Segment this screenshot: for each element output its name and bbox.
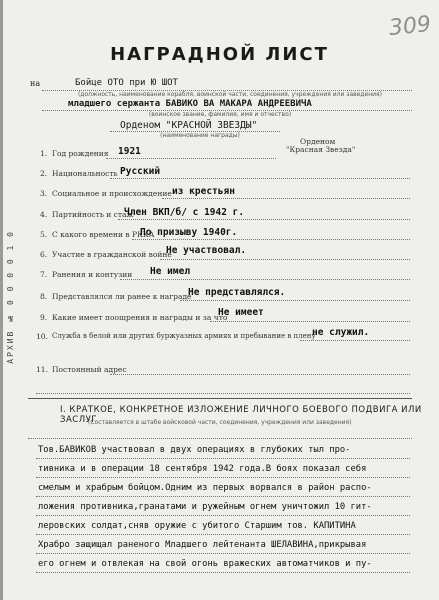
field-value: Не имеет	[218, 307, 264, 318]
field-label: Партийность и стаж	[52, 210, 134, 219]
narrative-rule	[36, 458, 410, 459]
field-label: 9.	[40, 313, 48, 322]
field-rule	[106, 158, 276, 159]
name-caption: (воинское звание, фамилия, имя и отчество)	[148, 111, 292, 118]
unit-caption: (должность, наименование корабля, воинской части, соединения, учреждения или заведения)	[78, 91, 382, 98]
field-label: 8.	[40, 292, 48, 301]
page-number: 309	[387, 11, 433, 42]
field-label: Представлялся ли ранее к награде	[52, 292, 192, 301]
award-caption: (наименование награды)	[160, 132, 240, 139]
field-value: По призыву 1940г.	[140, 227, 238, 238]
field-label: Какие имеет поощрения и награды и за что	[52, 313, 228, 322]
award-line: Орденом "КРАСНОЙ ЗВЕЗДЫ"	[120, 120, 258, 131]
section-divider	[28, 398, 412, 399]
field-value: не служил.	[312, 327, 370, 338]
field-rule	[118, 219, 410, 220]
page-edge	[0, 0, 3, 600]
field-label: Служба в белой или других буржуазных армиях и пребывание в плену	[52, 332, 316, 340]
field-rule	[210, 321, 410, 322]
section-title: I. КРАТКОЕ, КОНКРЕТНОЕ ИЗЛОЖЕНИЕ ЛИЧНОГО БОЕВОГО ПОДВИГА ИЛИ ЗАСЛУГ	[60, 405, 422, 425]
narrative-line: Тов.БАВИКОВ участвовал в двух операциях в глубоких тыл про-	[38, 445, 351, 455]
field-rule	[162, 198, 410, 199]
field-label: С какого времени в РККА	[52, 230, 155, 239]
narrative-rule	[36, 572, 410, 573]
field-label: Социальное и происхождение	[52, 189, 172, 198]
field-rule	[120, 279, 410, 280]
narrative-rule	[36, 515, 410, 516]
field-label: 7.	[40, 270, 48, 279]
field-label: 6.	[40, 250, 48, 259]
field-value: Русский	[120, 166, 161, 177]
field-label: 4.	[40, 210, 48, 219]
field-rule	[300, 340, 410, 341]
field-label: 2.	[40, 169, 48, 178]
field-label: Национальность	[52, 169, 118, 178]
section-subtitle: (Составляется в штабе войсковой части, соединения, учреждения или заведения)	[88, 419, 352, 426]
margin-order-label: Орденом	[300, 137, 336, 146]
margin-order-name: "Красная Звезда"	[286, 145, 356, 154]
field-rule	[132, 239, 410, 240]
field-rule-extra	[36, 393, 410, 394]
field-rule	[110, 178, 410, 179]
unit-line: Бойце ОТО при Ю ШОТ	[75, 78, 178, 88]
narrative-rule	[36, 477, 410, 478]
field-rule	[110, 374, 410, 375]
narrative-line: смелым и храбрым бойцом.Одним из первых ворвался в район распо-	[38, 483, 372, 493]
narrative-rule	[28, 438, 412, 439]
field-label: 11.	[36, 365, 48, 374]
narrative-line: его огнем и отвлекая на свой огонь вражеских автоматчиков и пу-	[38, 559, 372, 569]
field-label: 3.	[40, 189, 48, 198]
field-value: Не представлялся.	[188, 287, 286, 298]
field-label: 10.	[36, 332, 48, 341]
recipient-name: младшего сержанта БАВИКО ВА МАКАРА АНДРЕЕВИЧА	[68, 99, 312, 109]
field-value: Не участвовал.	[166, 245, 247, 256]
field-rule	[160, 259, 410, 260]
field-label: 1.	[40, 149, 48, 158]
narrative-line: леровских солдат,сняв оружие с убитого Старшим тов. КАПИТИНА	[38, 521, 356, 531]
field-label: 5.	[40, 230, 48, 239]
narrative-line: тивника и в операции 18 сентября 1942 года.В боях показал себя	[38, 464, 367, 474]
field-rule	[180, 300, 410, 301]
field-label: Год рождения	[52, 149, 109, 158]
vertical-archive-stamp: АРХИВ № 0 0 0 0 1 0	[6, 230, 15, 364]
field-label: Ранения и контузии	[52, 270, 133, 279]
field-value: из крестьян	[172, 186, 235, 197]
field-value: Член ВКП/б/ с 1942 г.	[124, 207, 245, 218]
field-value: 1921	[118, 146, 141, 157]
narrative-rule	[36, 553, 410, 554]
field-label: Постоянный адрес	[52, 365, 127, 374]
narrative-line: Храбро защищал раненого Младшего лейтенанта ШЕЛАВИНА,прикрывая	[38, 540, 367, 550]
na-label: на	[30, 79, 41, 88]
narrative-rule	[36, 534, 410, 535]
field-value: Не имел	[150, 266, 191, 277]
narrative-rule	[36, 496, 410, 497]
field-label: Участие в гражданской войне	[52, 250, 172, 259]
document-title: НАГРАДНОЙ ЛИСТ	[110, 44, 329, 65]
narrative-line: ложения противника,гранатами и ружейным огнем уничтожил 10 гит-	[38, 502, 372, 512]
